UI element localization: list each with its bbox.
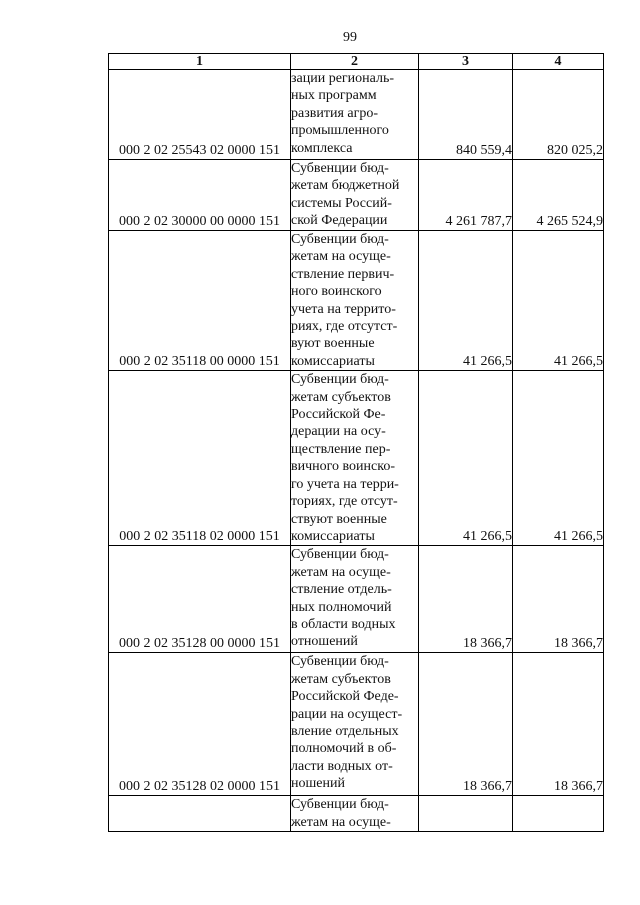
name-line: ществление пер- — [291, 441, 391, 457]
table-row — [109, 653, 604, 796]
name-line: в области водных — [291, 616, 396, 632]
amount-col-3 — [419, 796, 513, 832]
name-line: Субвенции бюд- — [291, 161, 389, 176]
name-line: ской Федерации — [291, 213, 388, 229]
name-line: системы Россий- — [291, 195, 392, 211]
budget-code: 000 2 02 35118 02 0000 151 — [109, 371, 291, 546]
item-name — [291, 231, 419, 371]
budget-code: 000 2 02 25543 02 0000 151 — [109, 70, 291, 160]
name-line: ного воинского — [291, 284, 382, 300]
amount-col-3: 4 261 787,7 — [419, 160, 513, 231]
name-line: риях, где отсутст- — [291, 319, 398, 335]
name-line: развития агро- — [291, 105, 379, 121]
amount-col-4: 41 266,5 — [513, 231, 604, 371]
amount-col-3: 41 266,5 — [419, 371, 513, 546]
table-header-row — [109, 54, 604, 70]
item-name — [291, 160, 419, 231]
item-name — [291, 796, 419, 832]
table-row — [109, 70, 604, 160]
item-name — [291, 70, 419, 160]
name-line: ствуют военные — [291, 511, 387, 527]
column-header-2: 2 — [291, 54, 419, 70]
item-name — [291, 653, 419, 796]
name-line: ных полномочий — [291, 599, 392, 615]
name-line: Российской Фе- — [291, 407, 386, 423]
name-line: жетам на осуще- — [291, 564, 391, 580]
amount-col-3: 18 366,7 — [419, 546, 513, 653]
table-row — [109, 160, 604, 231]
amount-col-4: 820 025,2 — [513, 70, 604, 160]
column-header-4: 4 — [513, 54, 604, 70]
budget-code: 000 2 02 30000 00 0000 151 — [109, 160, 291, 231]
item-name — [291, 371, 419, 546]
name-line: комиссариаты — [291, 528, 375, 544]
name-line: жетам субъектов — [291, 671, 391, 687]
name-line: ношений — [291, 776, 345, 792]
name-line: жетам на осуще- — [291, 249, 391, 265]
name-line: учета на террито- — [291, 301, 396, 317]
table-row — [109, 231, 604, 371]
name-line: промышленного — [291, 123, 389, 139]
table-row — [109, 796, 604, 832]
name-line: Субвенции бюд- — [291, 654, 389, 670]
column-header-1: 1 — [109, 54, 291, 70]
name-line: вление отдельных — [291, 723, 399, 739]
name-line: ториях, где отсут- — [291, 494, 398, 510]
budget-table — [108, 53, 604, 832]
page-number: 99 — [343, 30, 357, 45]
budget-code — [109, 796, 291, 832]
name-line: жетам на осуще- — [291, 814, 391, 830]
amount-col-3: 41 266,5 — [419, 231, 513, 371]
table-row — [109, 371, 604, 546]
column-header-3: 3 — [419, 54, 513, 70]
name-line: ствление отдель- — [291, 582, 392, 598]
name-line: комплекса — [291, 140, 353, 156]
name-line: рации на осущест- — [291, 706, 403, 722]
name-line: вичного воинско- — [291, 459, 395, 475]
name-line: Субвенции бюд- — [291, 797, 389, 813]
name-line: Субвенции бюд- — [291, 232, 389, 247]
name-line: Субвенции бюд- — [291, 372, 389, 388]
name-line: отношений — [291, 634, 358, 650]
name-line: Субвенции бюд- — [291, 547, 389, 563]
name-line: зации региональ- — [291, 71, 395, 86]
amount-col-3: 18 366,7 — [419, 653, 513, 796]
budget-code: 000 2 02 35128 00 0000 151 — [109, 546, 291, 653]
amount-col-4: 41 266,5 — [513, 371, 604, 546]
budget-code: 000 2 02 35128 02 0000 151 — [109, 653, 291, 796]
item-name — [291, 546, 419, 653]
amount-col-4: 18 366,7 — [513, 546, 604, 653]
amount-col-4 — [513, 796, 604, 832]
name-line: полномочий в об- — [291, 741, 397, 757]
budget-code: 000 2 02 35118 00 0000 151 — [109, 231, 291, 371]
name-line: вуют военные — [291, 336, 375, 352]
name-line: го учета на терри- — [291, 476, 399, 492]
name-line: комиссариаты — [291, 353, 375, 369]
amount-col-3: 840 559,4 — [419, 70, 513, 160]
amount-col-4: 18 366,7 — [513, 653, 604, 796]
name-line: Российской Феде- — [291, 689, 399, 705]
table-row — [109, 546, 604, 653]
name-line: жетам субъектов — [291, 389, 391, 405]
name-line: ствление первич- — [291, 266, 395, 282]
amount-col-4: 4 265 524,9 — [513, 160, 604, 231]
name-line: дерации на осу- — [291, 424, 386, 440]
name-line: жетам бюджетной — [291, 178, 400, 194]
name-line: ных программ — [291, 88, 377, 104]
name-line: ласти водных от- — [291, 758, 393, 774]
